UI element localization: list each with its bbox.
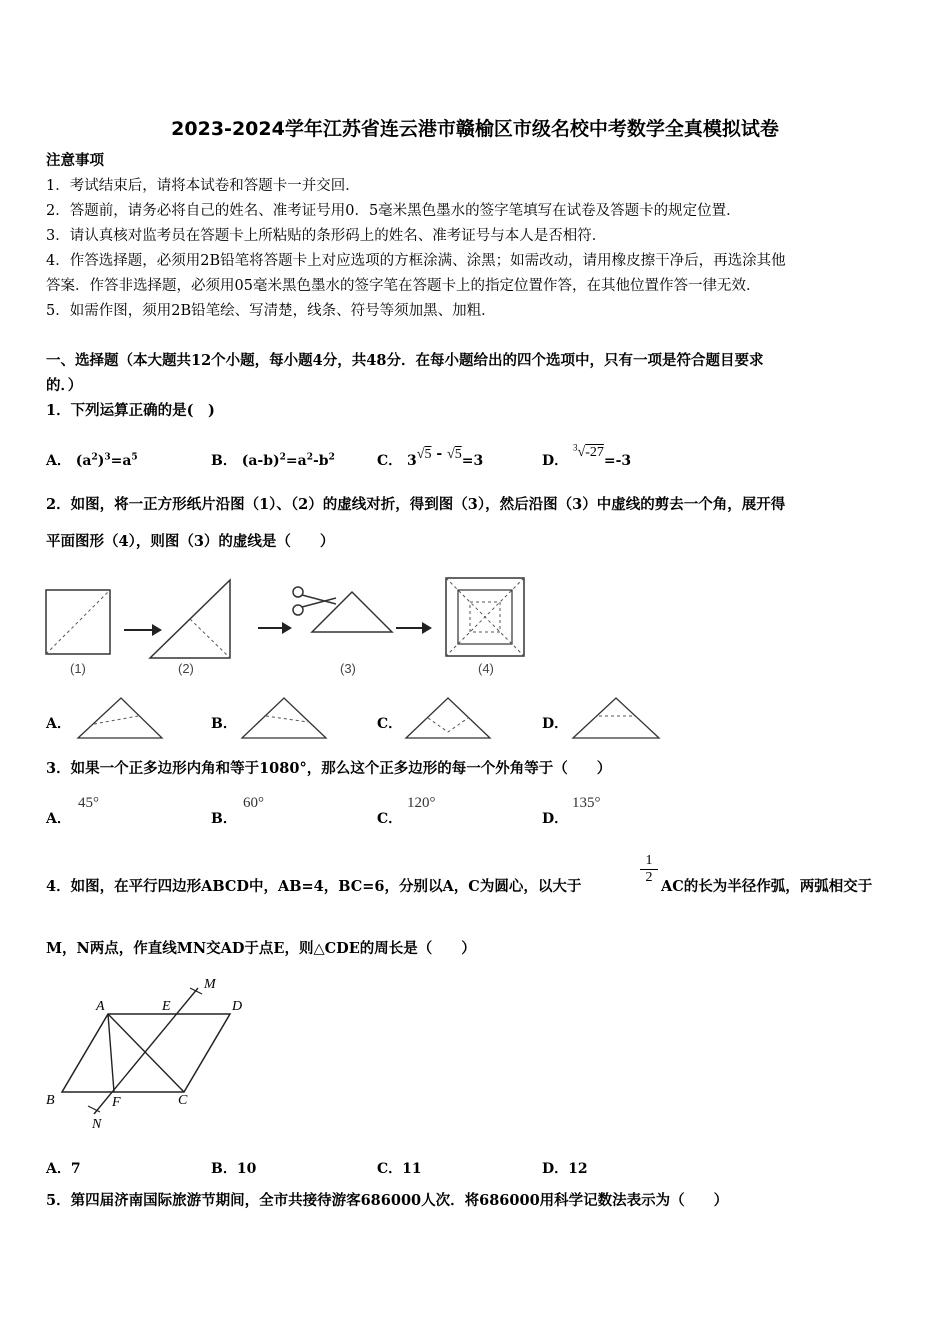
- q4-option-b: B．10: [211, 1161, 257, 1177]
- point-label-b: B: [46, 1093, 55, 1108]
- page-title: 2023-2024学年江苏省连云港市赣榆区市级名校中考数学全真模拟试卷: [171, 118, 779, 140]
- q3-option-c-value: 120°: [407, 795, 436, 811]
- fig-label-4: (4): [478, 661, 494, 676]
- q3-option-b-label: B．: [211, 811, 237, 827]
- q4-stem-line2: M，N两点，作直线MN交AD于点E，则△CDE的周长是（ ）: [46, 940, 476, 957]
- q1-option-b: B． $(a-b)^2=a^2-b^2$: [211, 452, 335, 469]
- q2-option-c: C．: [377, 716, 403, 732]
- q2-option-d-figure: [571, 696, 661, 742]
- q2-stem-line1: 2．如图，将一正方形纸片沿图（1）、（2）的虚线对折，得到图（3），然后沿图（3）中虚线的剪去一个角，展开得: [46, 496, 786, 513]
- scissors-icon: [293, 587, 336, 615]
- fig-label-1: (1): [70, 661, 86, 676]
- q3-option-d-value: 135°: [572, 795, 601, 811]
- q4-option-a: A．7: [46, 1161, 81, 1177]
- q4-stem-line1-a: 4．如图，在平行四边形ABCD中，AB=4，BC=6，分别以A，C为圆心，以大于: [46, 878, 582, 895]
- q2-option-d: D．: [542, 716, 569, 732]
- q2-option-c-figure: [404, 696, 492, 742]
- q1-option-a: A． $(a^2)^3=a^5$: [46, 452, 138, 469]
- q2-option-b: B．: [211, 716, 237, 732]
- q4-option-c: C．11: [377, 1161, 422, 1177]
- q2-stem-line2: 平面图形（4），则图（3）的虚线是（ ）: [46, 533, 335, 550]
- notice-item: 2．答题前，请务必将自己的姓名、准考证号用0．5毫米黑色墨水的签字笔填写在试卷及答题卡的规定位置．: [46, 203, 741, 219]
- q4-stem-line1-b: AC的长为半径作弧，两弧相交于: [661, 878, 873, 895]
- q2-option-b-figure: [240, 696, 328, 742]
- q5-stem: 5．第四届济南国际旅游节期间，全市共接待游客686000人次．将686000用科学记数法表示为（ ）: [46, 1192, 729, 1209]
- point-label-c: C: [178, 1093, 188, 1108]
- notice-item: 答案．作答非选择题，必须用05毫米黑色墨水的签字笔在答题卡上的指定位置作答，在其他位置作答一律无效．: [46, 278, 761, 294]
- notice-item: 1．考试结束后，请将本试卷和答题卡一并交回．: [46, 178, 360, 194]
- point-label-d: D: [232, 999, 243, 1014]
- q3-option-a-label: A．: [46, 811, 71, 827]
- q2-option-a-figure: [76, 696, 164, 742]
- section-heading: 一、选择题（本大题共12个小题，每小题4分，共48分．在每小题给出的四个选项中，只有一项是符合题目要求: [46, 352, 764, 369]
- point-label-n: N: [92, 1117, 102, 1132]
- q3-stem: 3．如果一个正多边形内角和等于1080°，那么这个正多边形的每一个外角等于（ ）: [46, 760, 612, 777]
- q4-option-d: D．12: [542, 1161, 588, 1177]
- section-heading-cont: 的．）: [46, 377, 83, 394]
- q3-option-a-value: 45°: [78, 795, 99, 811]
- point-label-a: A: [96, 999, 105, 1014]
- point-label-m: M: [204, 977, 216, 992]
- q4-fraction: 1 2: [640, 853, 658, 886]
- notice-item: 3．请认真核对监考员在答题卡上所粘贴的条形码上的姓名、准考证号与本人是否相符．: [46, 228, 607, 244]
- fig-label-3: (3): [340, 661, 356, 676]
- fig-label-2: (2): [178, 661, 194, 676]
- q1-option-d: D． $^3$√-27=-3: [542, 442, 632, 469]
- notice-item: 4．作答选择题，必须用2B铅笔将答题卡上对应选项的方框涂满、涂黑；如需改动，请用橡皮擦干净后，再选涂其他: [46, 253, 786, 269]
- q3-option-b-value: 60°: [243, 795, 264, 811]
- q1-stem: 1．下列运算正确的是( ): [46, 402, 215, 419]
- point-label-e: E: [162, 999, 171, 1014]
- notice-heading: 注意事项: [46, 152, 104, 169]
- q2-option-a: A．: [46, 716, 71, 732]
- notice-item: 5．如需作图，须用2B铅笔绘、写清楚，线条、符号等须加黑、加粗．: [46, 303, 496, 319]
- q3-option-d-label: D．: [542, 811, 569, 827]
- q1-option-c: C． 3√5 - √5=3: [377, 446, 484, 469]
- point-label-f: F: [112, 1095, 121, 1110]
- q3-option-c-label: C．: [377, 811, 403, 827]
- q4-parallelogram-figure: [40, 976, 260, 1138]
- q2-folding-figure: [44, 576, 528, 680]
